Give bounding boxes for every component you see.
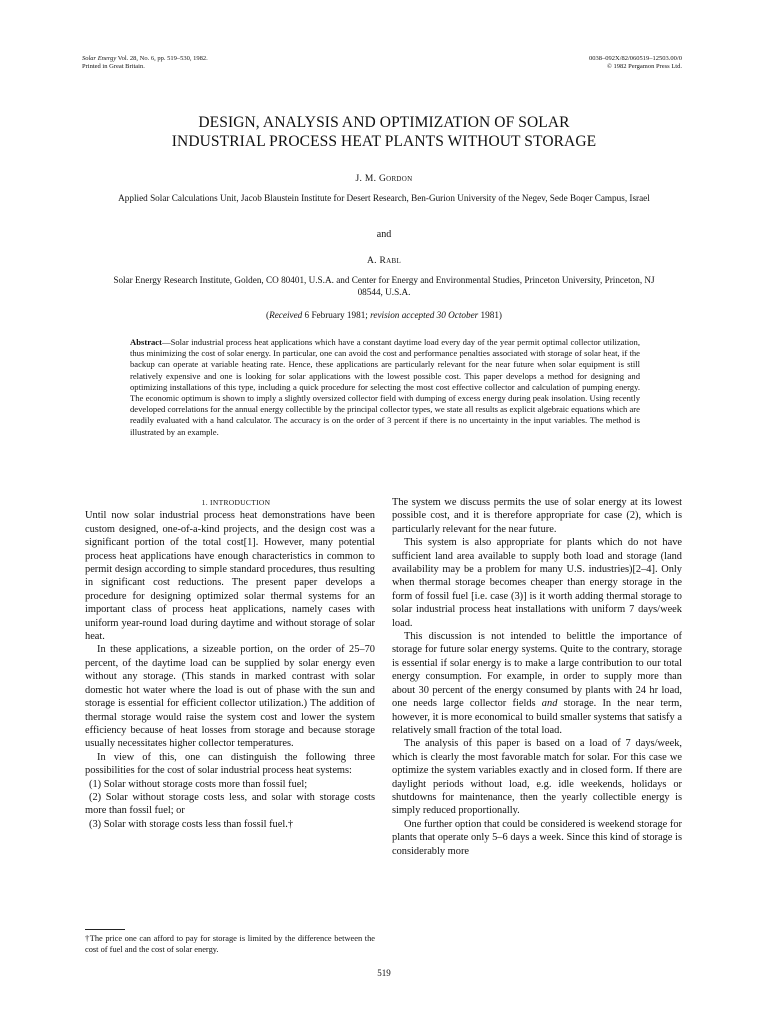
paragraph: One further option that could be considered is weekend storage for plants that operate only 5–6 days a week. Since this kind of storage is considerably more (392, 818, 682, 857)
paragraph: Until now solar industrial process heat demonstrations have been custom designed, one-of-a-kind projects, and the design cost was a significant portion of the total cost[1]. However, many potential process heat applications have enough characteristics in common to permit design according to simple standard procedures, thus resulting in significant cost reductions. The present paper develops a procedure for designing optimized solar thermal systems for an important class of process heat applications, namely cases with uniform year-round load during daytime and without storage of solar heat. (85, 510, 375, 643)
abstract (130, 337, 640, 438)
paragraph: In these applications, a sizeable portion, on the order of 25–70 percent, of the daytime load can be supplied by solar energy even without any storage. (This stands in marked contrast with solar domestic hot water where the load is out of phase with the sun and storage is essential for efficient collector utilization.) The addition of thermal storage would raise the system cost and lower the system efficiency because of heat losses from storage and because storage usually necessitates higher collector temperatures. (85, 644, 375, 750)
title-line-1: DESIGN, ANALYSIS AND OPTIMIZATION OF SOLAR (198, 114, 570, 131)
paper-title (80, 113, 688, 151)
received-dates: (Received 6 February 1981; revision accepted 30 October 1981) (266, 310, 502, 320)
copyright: © 1982 Pergamon Press Ltd. (606, 63, 682, 70)
author-conjunction: and (376, 229, 392, 240)
list-item: (3) Solar with storage costs less than fossil fuel.† (89, 818, 294, 830)
author-1: J. M. Gordon (355, 174, 413, 184)
affiliation-1: Applied Solar Calculations Unit, Jacob Blaustein Institute for Desert Research, Ben-Gurion University of the Negev, Sede Boqer Campus, Israel (118, 193, 650, 203)
section-heading: 1. INTRODUCTION (201, 498, 271, 507)
printed-location: Printed in Great Britain. (82, 63, 145, 70)
author-2: A. Rabl (366, 256, 402, 266)
paragraph: This system is also appropriate for plants which do not have sufficient land area available to supply both load and storage (land availability may be a problem for many U.S. industries)[2–4]. Only when thermal storage becomes cheaper than energy storage in the form of fossil fuel [i.e. case (3)] is it worth adding thermal storage to solar industrial process heat installations with uniform 7 days/week load. (392, 537, 682, 629)
journal-header (82, 55, 208, 71)
page-number: 519 (377, 968, 391, 978)
article-code: 0038–092X/82/060519–12503.00/0 (589, 55, 682, 62)
paragraph: The analysis of this paper is based on a load of 7 days/week, which is clearly the most favorable match for solar. For this case we optimize the system variables exactly and in closed form. If there are daylight periods without load, e.g. idle weekends, holidays or shutdowns for maintenance, then the yearly collectible energy is simply reduced proportionally. (392, 738, 682, 817)
affiliation-2: Solar Energy Research Institute, Golden, CO 80401, U.S.A. and Center for Energy and Environmental Studies, Princeton University, Princeton, NJ 08544, U.S.A. (113, 275, 655, 297)
journal-name: Solar Energy (82, 55, 117, 62)
abstract-label: Abstract (130, 337, 162, 347)
right-column (392, 496, 682, 858)
paragraph: The system we discuss permits the use of solar energy at its lowest possible cost, and it is therefore appropriate for case (2), which is particularly relevant for the near future. (392, 497, 682, 535)
footnote: †The price one can afford to pay for storage is limited by the difference between the cost of fuel and the cost of solar energy. (85, 934, 375, 954)
list-item: (1) Solar without storage costs more than fossil fuel; (89, 778, 308, 790)
footnote-divider (85, 929, 125, 930)
publisher-header (589, 55, 682, 71)
list-item: (2) Solar without storage costs less, and solar with storage costs more than fossil fuel; or (85, 791, 375, 817)
left-column (85, 496, 375, 831)
abstract-text: —Solar industrial process heat applications which have a constant daytime load every day of the year permit optimal collector utilization, thus minimizing the cost of solar energy. In particular, one can avoid the cost and performance penalties associated with storage of solar heat, if the backup can operate at variable heating rate. Hence, these applications are particularly relevant for the near future when solar equipment is still relatively expensive and one is looking for solar applications with the lowest possible cost. This paper develops a method for designing and optimizing installations of this type, including a quick procedure for selecting the most cost effective collector and calculation of pumping energy. The economic optimum is shown to imply a slightly oversized collector field with dumping of excess energy during peak insolation. Using recently developed correlations for the annual energy collectible by the principal collector types, we state all results as explicit algebraic equations which are readily evaluated with a hand calculator. The accuracy is on the order of 3 percent if there is no uncertainty in the input variables. The method is illustrated by an example. (130, 337, 640, 437)
journal-citation: Vol. 28, No. 6, pp. 519–530, 1982. (117, 55, 208, 62)
paragraph: This discussion is not intended to belittle the importance of storage for future solar energy systems. Quite to the contrary, storage is essential if solar energy is to make a large contribution to our total energy consumption. For example, in order to supply more than about 30 percent of the energy consumed by plants with 24 hr load, one needs large collector fields and storage. In the near term, however, it is more economical to build smaller systems that satisfy a relatively small fraction of the total load. (392, 631, 682, 736)
paragraph: In view of this, one can distinguish the following three possibilities for the cost of solar industrial process heat systems: (85, 751, 375, 777)
title-line-2: INDUSTRIAL PROCESS HEAT PLANTS WITHOUT STORAGE (171, 133, 597, 150)
